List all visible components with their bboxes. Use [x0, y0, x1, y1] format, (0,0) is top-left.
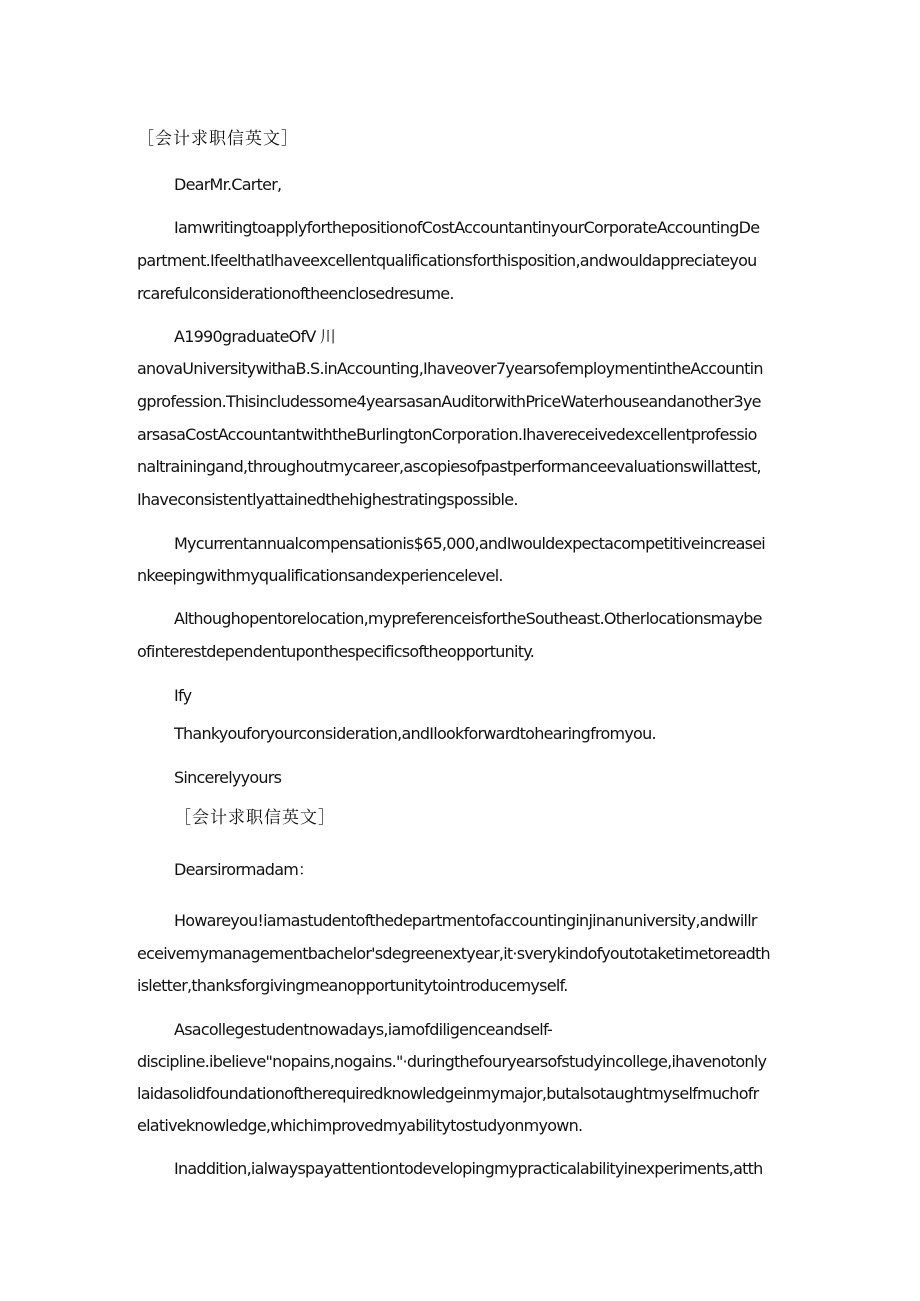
letter1-p4-line: Althoughopentorelocation,mypreferenceisfortheSoutheast.Otherlocationsmaybe — [174, 609, 762, 628]
letter1-p2-line: anovaUniversitywithaB.S.inAccounting,Ihaveover7yearsofemploymentintheAccountin — [137, 359, 763, 378]
letter1-p1-line: rcarefulconsiderationoftheenclosedresume. — [137, 284, 454, 303]
letter1-p6: Thankyouforyourconsideration,andIlookforwardtohearingfromyou. — [174, 724, 656, 743]
letter1-p2-first-line: A1990graduateOfV 川 — [174, 327, 336, 346]
letter1-p3-line: nkeepingwithmyqualificationsandexperiencelevel. — [137, 566, 503, 585]
letter1-p5: Ify — [174, 686, 192, 705]
letter1-p3-line: Mycurrentannualcompensationis$65,000,andIwouldexpectacompetitiveincreasei — [174, 534, 765, 553]
letter1-p2-line: gprofession.Thisincludessome4yearsasanAuditorwithPriceWaterhouseandanother3ye — [137, 392, 761, 411]
letter2-p1-line: Howareyou!iamastudentofthedepartmentofaccountinginjinanuniversity,andwillr — [174, 911, 757, 930]
letter1-p2-line: Ihaveconsistentlyattainedthehighestratingspossible. — [137, 490, 518, 509]
letter1-p4-line: ofinterestdependentuponthespecificsoftheopportunity. — [137, 642, 535, 661]
letter1-salutation: DearMr.Carter, — [174, 175, 282, 194]
letter2-heading: ［会计求职信英文］ — [174, 808, 336, 828]
letter2-salutation: Dearsirormadam： — [174, 860, 314, 879]
letter1-p2-line: arsasaCostAccountantwiththeBurlingtonCorporation.Ihavereceivedexcellentprofessio — [137, 425, 757, 444]
letter2-p2-line: elativeknowledge,whichimprovedmyabilitytostudyonmyown. — [137, 1116, 583, 1135]
letter2-p2-line: Asacollegestudentnowadays,iamofdiligenceandself- — [174, 1020, 553, 1039]
letter1-heading: ［会计求职信英文］ — [137, 129, 299, 149]
letter1-closing: Sincerelyyours — [174, 768, 282, 787]
letter2-p3-line: Inaddition,ialwayspayattentiontodevelopingmypracticalabilityinexperiments,atth — [174, 1159, 763, 1178]
letter2-p1-line: isletter,thanksforgivingmeanopportunitytointroducemyself. — [137, 976, 568, 995]
letter2-p1-line: eceivemymanagementbachelor'sdegreenextyear,it·sverykindofyoutotaketimetoreadth — [137, 944, 770, 963]
letter1-p1-line: partment.Ifeelthatlhaveexcellentqualificationsforthisposition,andwouldappreciateyou — [137, 251, 757, 270]
letter1-p1-line: IamwritingtoapplyforthepositionofCostAccountantinyourCorporateAccountingDe — [174, 218, 760, 237]
letter2-p2-line: laidasolidfoundationoftherequiredknowledgeinmymajor,butalsotaughtmyselfmuchofr — [137, 1084, 759, 1103]
letter2-p2-line: discipline.ibelieve"nopains,nogains."·duringthefouryearsofstudyincollege,ihavenotonly — [137, 1052, 767, 1071]
letter1-p2-line: naltrainingand,throughoutmycareer,ascopiesofpastperformanceevaluationswillattest, — [137, 457, 761, 476]
